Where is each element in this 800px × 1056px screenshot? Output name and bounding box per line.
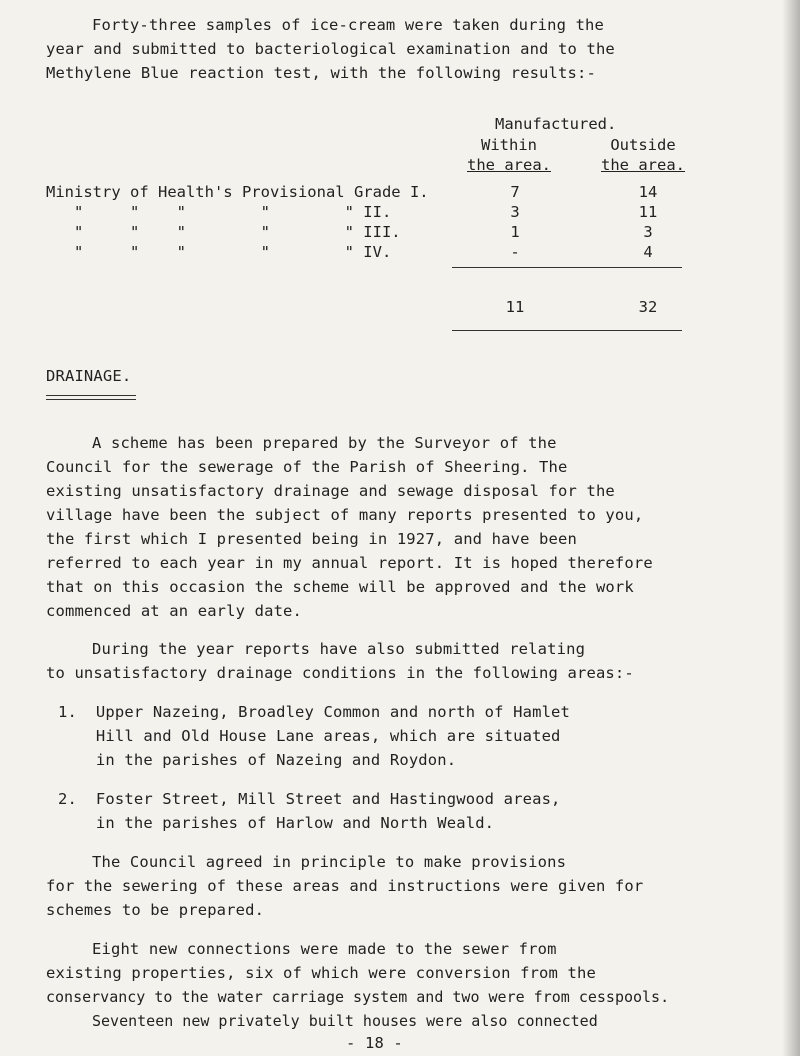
para5-line: Seventeen new privately built houses were also connected <box>92 1012 598 1030</box>
para3-line: The Council agreed in principle to make provisions <box>92 853 567 871</box>
para1-line: Council for the sewerage of the Parish of Sheering. The <box>46 458 568 476</box>
page-number: - 18 - <box>346 1034 403 1052</box>
para1-line: A scheme has been prepared by the Surveyor of the <box>92 434 557 452</box>
heading-double-underline <box>46 395 136 400</box>
scan-edge-shadow <box>782 0 800 1056</box>
table-cell-outside: 11 <box>638 203 658 221</box>
para1-line: referred to each year in my annual report. It is hoped therefore <box>46 554 653 572</box>
para3-line: for the sewering of these areas and instructions were given for <box>46 877 644 895</box>
table-rule-bottom <box>452 330 682 331</box>
table-cell-within: - <box>510 243 520 261</box>
para4-line: Eight new connections were made to the sewer from <box>92 940 557 958</box>
col-within-header-2: the area. <box>467 156 551 174</box>
para3-line: schemes to be prepared. <box>46 901 265 919</box>
table-cell-within: 7 <box>510 183 520 201</box>
table-row-label: Ministry of Health's Provisional Grade I. <box>46 183 429 201</box>
table-rule-top <box>452 267 682 268</box>
col-outside-header-1: Outside <box>610 136 676 154</box>
table-cell-within: 3 <box>510 203 520 221</box>
drainage-heading: DRAINAGE. <box>46 367 132 385</box>
table-row-label: " " " " " II. <box>46 203 392 221</box>
para1-line: that on this occasion the scheme will be approved and the work <box>46 578 634 596</box>
table-row-label: " " " " " IV. <box>46 243 392 261</box>
para1-line: commenced at an early date. <box>46 602 303 620</box>
table-group-header: Manufactured. <box>495 115 617 133</box>
list-item-1-line: Hill and Old House Lane areas, which are situated <box>58 727 561 745</box>
table-row-label: " " " " " III. <box>46 223 401 241</box>
table-cell-outside: 14 <box>638 183 658 201</box>
table-total-outside: 32 <box>638 298 658 316</box>
para4-line: conservancy to the water carriage system and two were from cesspools. <box>46 988 670 1006</box>
table-cell-outside: 4 <box>643 243 653 261</box>
list-item-1-line: in the parishes of Nazeing and Roydon. <box>58 751 457 769</box>
list-item-2-line: 2. Foster Street, Mill Street and Hastingwood areas, <box>58 790 561 808</box>
para1-line: the first which I presented being in 1927, and have been <box>46 530 577 548</box>
col-within-header-1: Within <box>481 136 537 154</box>
intro-line-2: year and submitted to bacteriological examination and to the <box>46 40 615 58</box>
intro-line-1: Forty-three samples of ice-cream were taken during the <box>92 16 605 34</box>
para4-line: existing properties, six of which were conversion from the <box>46 964 596 982</box>
table-cell-outside: 3 <box>643 223 653 241</box>
table-cell-within: 1 <box>510 223 520 241</box>
table-total-within: 11 <box>505 298 525 316</box>
para1-line: village have been the subject of many reports presented to you, <box>46 506 644 524</box>
para2-line: During the year reports have also submitted relating <box>92 640 586 658</box>
intro-line-3: Methylene Blue reaction test, with the following results:- <box>46 64 596 82</box>
para1-line: existing unsatisfactory drainage and sewage disposal for the <box>46 482 615 500</box>
list-item-1-line: 1. Upper Nazeing, Broadley Common and north of Hamlet <box>58 703 571 721</box>
para2-line: to unsatisfactory drainage conditions in the following areas:- <box>46 664 634 682</box>
col-outside-header-2: the area. <box>601 156 685 174</box>
list-item-2-line: in the parishes of Harlow and North Weald. <box>58 814 495 832</box>
